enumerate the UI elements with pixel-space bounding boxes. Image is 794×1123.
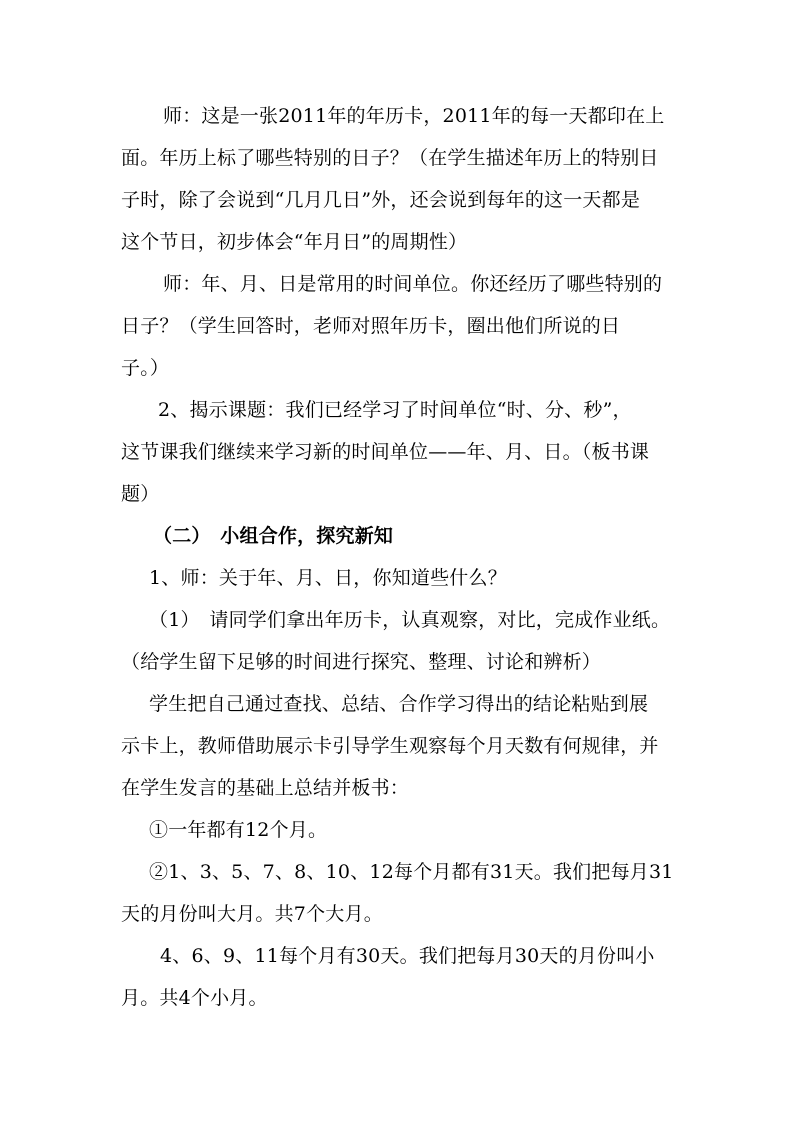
paragraph-line: 示卡上，教师借助展示卡引导学生观察每个月天数有何规律，并	[121, 735, 659, 757]
paragraph-line: 学生把自己通过查找、总结、合作学习得出的结论粘贴到展	[149, 693, 649, 715]
paragraph-line: 月。共4个小月。	[121, 987, 268, 1009]
list-item: ①一年都有12个月。	[149, 819, 328, 841]
paragraph-line: 1、师：关于年、月、日，你知道些什么？	[149, 567, 507, 589]
paragraph-line: （1） 请同学们拿出年历卡，认真观察，对比，完成作业纸。	[149, 609, 671, 631]
paragraph-line: 子。）	[121, 357, 170, 379]
paragraph-line: （给学生留下足够的时间进行探究、整理、讨论和辨析）	[121, 651, 602, 673]
paragraph-line: 4、6、9、11每个月有30天。我们把每月30天的月份叫小	[160, 945, 655, 967]
paragraph-line: 天的月份叫大月。共7个大月。	[121, 903, 383, 925]
paragraph-line: 子时，除了会说到“几月几日”外，还会说到每年的这一天都是	[121, 189, 641, 211]
paragraph-line: 题）	[121, 483, 160, 505]
paragraph-line: 师：这是一张2011年的年历卡，2011年的每一天都印在上	[163, 105, 665, 127]
paragraph-line: 在学生发言的基础上总结并板书：	[121, 777, 410, 799]
list-item: ②1、3、5、7、8、10、12每个月都有31天。我们把每月31	[149, 861, 674, 883]
paragraph-line: 这节课我们继续来学习新的时间单位——年、月、日。（板书课	[121, 441, 650, 463]
paragraph-line: 面。年历上标了哪些特别的日子？（在学生描述年历上的特别日	[121, 147, 659, 169]
section-heading: （二） 小组合作，探究新知	[153, 525, 394, 547]
paragraph-line: 这个节日，初步体会“年月日”的周期性）	[121, 231, 468, 253]
paragraph-line: 师：年、月、日是常用的时间单位。你还经历了哪些特别的	[163, 273, 663, 295]
paragraph-line: 日子？（学生回答时，老师对照年历卡，圈出他们所说的日	[121, 315, 621, 337]
paragraph-line: 2、揭示课题：我们已经学习了时间单位“时、分、秒”，	[158, 399, 632, 421]
